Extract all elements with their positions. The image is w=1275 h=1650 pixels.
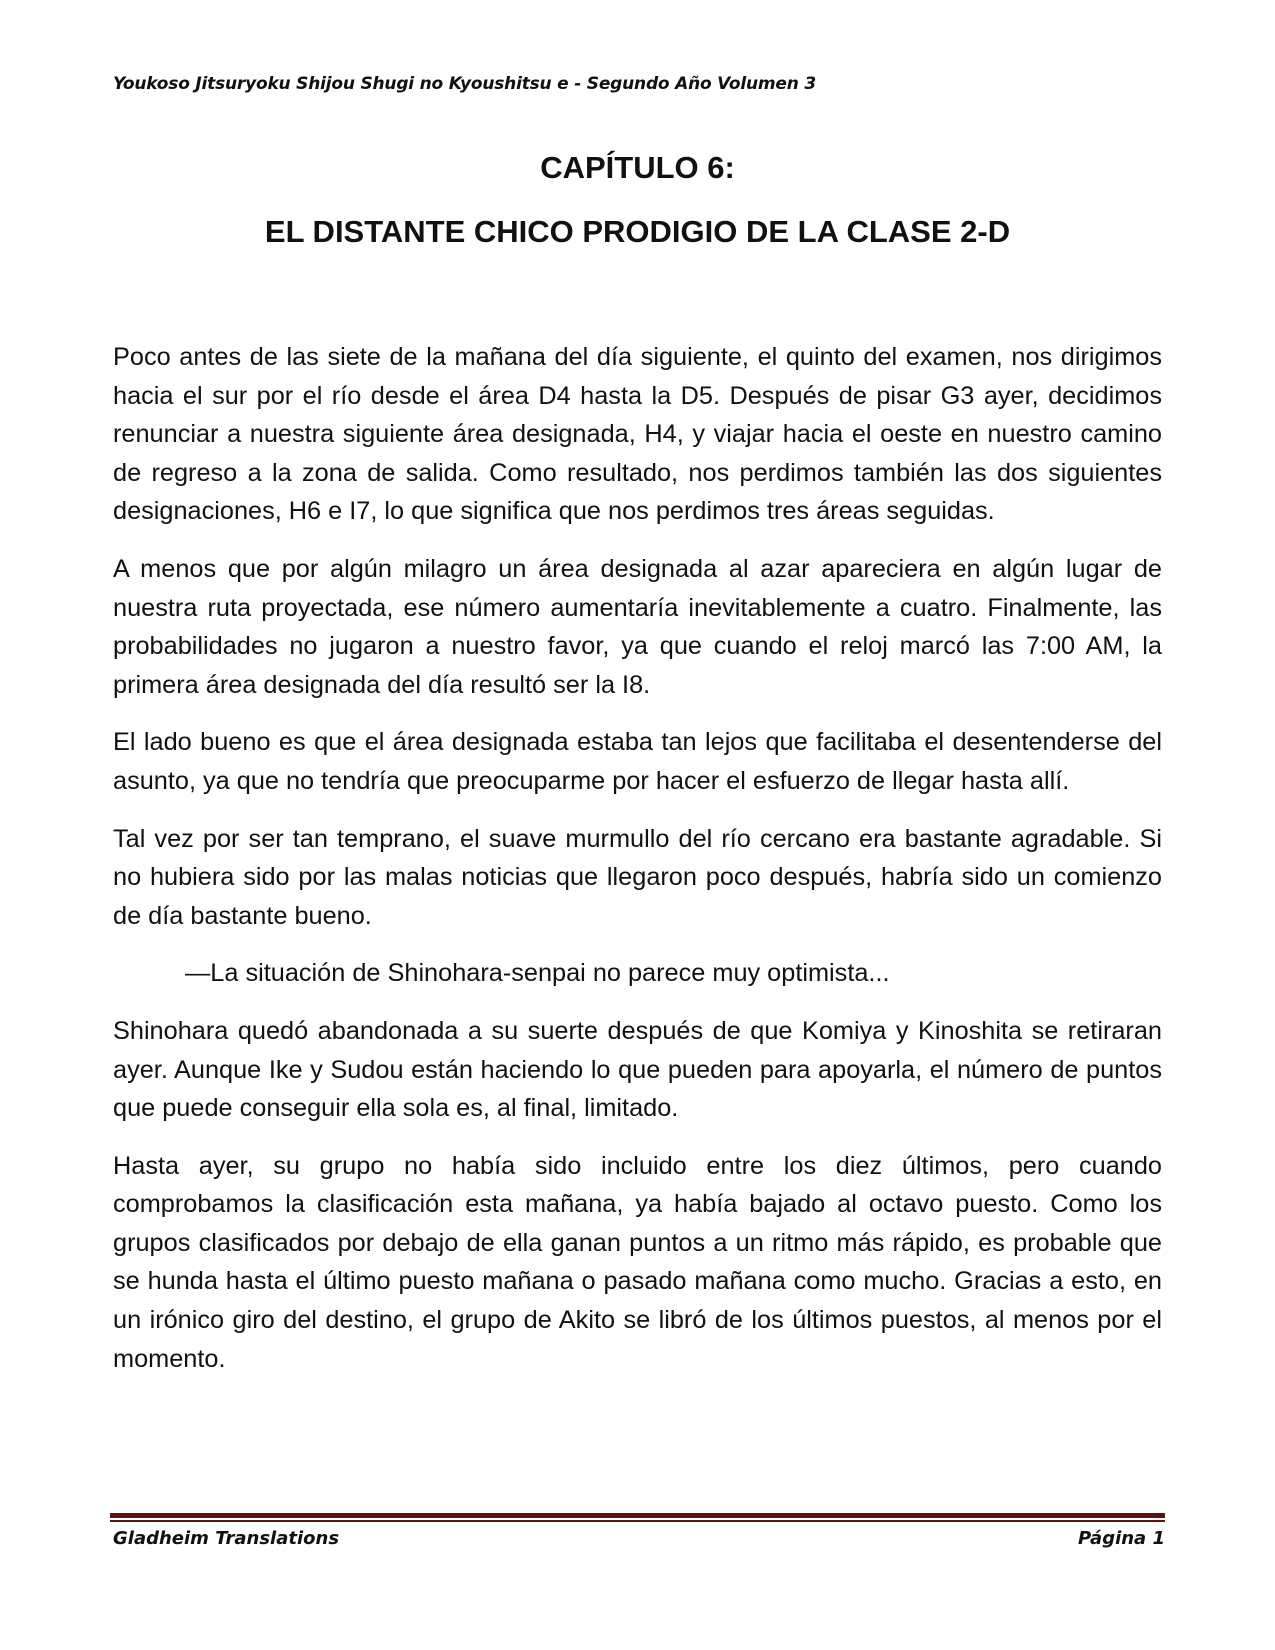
chapter-title: EL DISTANTE CHICO PRODIGIO DE LA CLASE 2-D [264,214,1011,249]
paragraph: Poco antes de las siete de la mañana del día siguiente, el quinto del examen, nos dirigimos hacia el sur por el río desde el área D4 hasta la D5. Después de pisar G3 ayer, decidimos renunciar a nuestra siguiente área designada, H4, y viajar hacia el oeste en nuestro camino de regreso a la zona de salida. Como resultado, nos perdimos también las dos siguientes designaciones, H6 e I7, lo que significa que nos perdimos tres áreas seguidas. [113,343,1162,526]
paragraph: Shinohara quedó abandonada a su suerte después de que Komiya y Kinoshita se retiraran ayer. Aunque Ike y Sudou están haciendo lo que pueden para apoyarla, el número de puntos que puede conseguir ella sola es, al final, limitado. [113,1016,1162,1123]
footer-translator: Gladheim Translations [113,1528,340,1549]
paragraph: Tal vez por ser tan temprano, el suave murmullo del río cercano era bastante agradable. Si no hubiera sido por las malas noticias que llegaron poco después, habría sido un comienzo de día bastante bueno. [113,824,1162,930]
footer-page-number: Página 1 [1078,1528,1165,1549]
chapter-number: CAPÍTULO 6: [540,150,735,185]
footer-divider [110,1513,1165,1523]
footer-divider-thin [110,1520,1165,1522]
paragraph: Hasta ayer, su grupo no había sido incluido entre los diez últimos, pero cuando comprobamos la clasificación esta mañana, ya había bajado al octavo puesto. Como los grupos clasificados por debajo de ella ganan puntos a un ritmo más rápido, es probable que se hunda hasta el último puesto mañana o pasado mañana como mucho. Gracias a esto, en un irónico giro del destino, el grupo de Akito se libró de los últimos puestos, al menos por el momento. [113,1151,1162,1373]
footer-divider-thick [110,1513,1165,1518]
paragraph: El lado bueno es que el área designada estaba tan lejos que facilitaba el desentenderse del asunto, ya que no tendría que preocuparme por hacer el esfuerzo de llegar hasta allí. [113,728,1162,795]
paragraph: A menos que por algún milagro un área designada al azar apareciera en algún lugar de nuestra ruta proyectada, ese número aumentaría inevitablemente a cuatro. Finalmente, las probabilidades no jugaron a nuestro favor, ya que cuando el reloj marcó las 7:00 AM, la primera área designada del día resultó ser la I8. [113,554,1162,699]
body-text [113,338,1162,1397]
dialogue-line: —La situación de Shinohara-senpai no parece muy optimista... [185,959,890,988]
running-header: Youkoso Jitsuryoku Shijou Shugi no Kyoushitsu e - Segundo Año Volumen 3 [113,74,816,94]
